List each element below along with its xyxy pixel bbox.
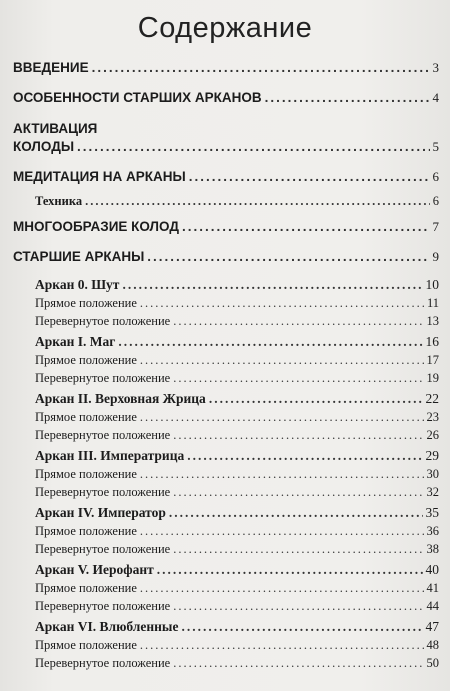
toc-entry-arcana-4-reversed bbox=[35, 542, 439, 557]
toc-label: Перевернутое положение bbox=[35, 656, 171, 670]
toc-page: 3 bbox=[432, 60, 439, 75]
toc-entry-arcana-0-reversed bbox=[35, 314, 439, 329]
dot-leader bbox=[173, 656, 423, 671]
toc-label-activation-line1: АКТИВАЦИЯ bbox=[13, 121, 98, 136]
toc-label: Аркан VI. Влюбленные bbox=[35, 619, 179, 634]
dot-leader bbox=[140, 353, 424, 368]
toc-entry-diversity bbox=[13, 219, 439, 235]
toc-page: 32 bbox=[426, 485, 439, 499]
toc-page: 9 bbox=[432, 249, 439, 264]
toc-entry-arcana-6 bbox=[35, 619, 439, 635]
toc-page: 50 bbox=[426, 656, 439, 670]
toc-label: Прямое положение bbox=[35, 353, 137, 367]
dot-leader bbox=[173, 371, 423, 386]
toc-entry-arcana-3-reversed bbox=[35, 485, 439, 500]
toc-page: 35 bbox=[425, 505, 439, 520]
dot-leader bbox=[173, 428, 423, 443]
dot-leader bbox=[173, 599, 423, 614]
dot-leader bbox=[187, 448, 422, 464]
toc-label: КОЛОДЫ bbox=[13, 139, 75, 154]
toc-label: Аркан II. Верховная Жрица bbox=[35, 391, 206, 406]
toc-page: 10 bbox=[425, 277, 439, 292]
dot-leader bbox=[169, 505, 423, 521]
toc-entry-features bbox=[13, 90, 439, 106]
toc-label: ВВЕДЕНИЕ bbox=[13, 60, 89, 75]
dot-leader bbox=[147, 249, 429, 264]
toc-label: Перевернутое положение bbox=[35, 371, 171, 385]
toc-label: Перевернутое положение bbox=[35, 314, 171, 328]
toc-label: Перевернутое положение bbox=[35, 428, 171, 442]
toc-page: 41 bbox=[426, 581, 439, 595]
toc-entry-arcana-5-upright bbox=[35, 581, 439, 596]
toc-label: Прямое положение bbox=[35, 467, 137, 481]
toc-label: ОСОБЕННОСТИ СТАРШИХ АРКАНОВ bbox=[13, 90, 262, 105]
toc-label: МНОГООБРАЗИЕ КОЛОД bbox=[13, 219, 179, 234]
dot-leader bbox=[118, 334, 422, 350]
toc-label: Аркан III. Императрица bbox=[35, 448, 185, 463]
dot-leader bbox=[122, 277, 422, 293]
toc-page: 7 bbox=[432, 219, 439, 234]
dot-leader bbox=[173, 485, 423, 500]
toc-page: 48 bbox=[426, 638, 439, 652]
toc-entry-arcana-2-reversed bbox=[35, 428, 439, 443]
toc-entry-arcana-3 bbox=[35, 448, 439, 464]
toc-label: Техника bbox=[35, 194, 83, 208]
dot-leader bbox=[140, 410, 424, 425]
toc-label: МЕДИТАЦИЯ НА АРКАНЫ bbox=[13, 169, 186, 184]
dot-leader bbox=[92, 60, 430, 75]
toc-page: 19 bbox=[426, 371, 439, 385]
toc-entry-arcana-1-reversed bbox=[35, 371, 439, 386]
dot-leader bbox=[189, 169, 430, 184]
toc-page: 30 bbox=[426, 467, 439, 481]
toc-label: Прямое положение bbox=[35, 524, 137, 538]
toc-entry-arcana-6-reversed bbox=[35, 656, 439, 671]
toc-page: 4 bbox=[432, 90, 439, 105]
toc-entry-arcana-4-upright bbox=[35, 524, 439, 539]
dot-leader bbox=[181, 619, 422, 635]
toc-label: Прямое положение bbox=[35, 638, 137, 652]
toc-page: 5 bbox=[432, 139, 439, 154]
toc-page: 16 bbox=[425, 334, 439, 349]
toc-label: Перевернутое положение bbox=[35, 542, 171, 556]
toc-page: 29 bbox=[425, 448, 439, 463]
toc-page: 6 bbox=[432, 169, 439, 184]
dot-leader bbox=[140, 296, 424, 311]
toc-entry-arcana-2 bbox=[35, 391, 439, 407]
toc-page: 40 bbox=[425, 562, 439, 577]
toc-entry-arcana-1-upright bbox=[35, 353, 439, 368]
toc-entry-meditation bbox=[13, 169, 439, 185]
toc-page: 23 bbox=[426, 410, 439, 424]
toc-entry-major-arcana bbox=[13, 249, 439, 265]
toc-entry-arcana-2-upright bbox=[35, 410, 439, 425]
toc-label: СТАРШИЕ АРКАНЫ bbox=[13, 249, 145, 264]
toc-entry-arcana-5 bbox=[35, 562, 439, 578]
toc-entry-arcana-1 bbox=[35, 334, 439, 350]
toc-page: 6 bbox=[432, 194, 439, 208]
toc-page: 26 bbox=[426, 428, 439, 442]
toc-label: Прямое положение bbox=[35, 296, 137, 310]
dot-leader bbox=[140, 638, 424, 653]
dot-leader bbox=[265, 90, 430, 105]
toc-entry-arcana-0 bbox=[35, 277, 439, 293]
dot-leader bbox=[140, 467, 424, 482]
dot-leader bbox=[157, 562, 423, 578]
toc-label: Аркан IV. Император bbox=[35, 505, 166, 520]
toc-page: 36 bbox=[426, 524, 439, 538]
toc-entry-arcana-0-upright bbox=[35, 296, 439, 311]
toc-page: 38 bbox=[426, 542, 439, 556]
toc-page: 44 bbox=[426, 599, 439, 613]
toc-label: Перевернутое положение bbox=[35, 485, 171, 499]
dot-leader bbox=[182, 219, 430, 234]
dot-leader bbox=[77, 139, 429, 154]
toc-entry-arcana-4 bbox=[35, 505, 439, 521]
toc-entry-activation bbox=[13, 139, 439, 155]
dot-leader bbox=[85, 194, 430, 209]
dot-leader bbox=[209, 391, 423, 407]
toc-page: 11 bbox=[426, 296, 439, 310]
toc-page: 13 bbox=[426, 314, 439, 328]
toc-entry-arcana-6-upright bbox=[35, 638, 439, 653]
dot-leader bbox=[140, 581, 424, 596]
toc-label: Аркан V. Иерофант bbox=[35, 562, 154, 577]
toc-label: Аркан I. Маг bbox=[35, 334, 116, 349]
toc-page: 17 bbox=[426, 353, 439, 367]
toc-label: Прямое положение bbox=[35, 410, 137, 424]
toc-page: 47 bbox=[425, 619, 439, 634]
dot-leader bbox=[173, 314, 423, 329]
toc-entry-intro bbox=[13, 60, 439, 76]
toc-label: Прямое положение bbox=[35, 581, 137, 595]
toc-entry-arcana-3-upright bbox=[35, 467, 439, 482]
dot-leader bbox=[140, 524, 424, 539]
toc-label: Перевернутое положение bbox=[35, 599, 171, 613]
toc-entry-arcana-5-reversed bbox=[35, 599, 439, 614]
dot-leader bbox=[173, 542, 423, 557]
page-title: Содержание bbox=[137, 12, 313, 44]
toc-label: Аркан 0. Шут bbox=[35, 277, 120, 292]
toc-entry-technique bbox=[35, 194, 439, 209]
toc-page: 22 bbox=[425, 391, 439, 406]
